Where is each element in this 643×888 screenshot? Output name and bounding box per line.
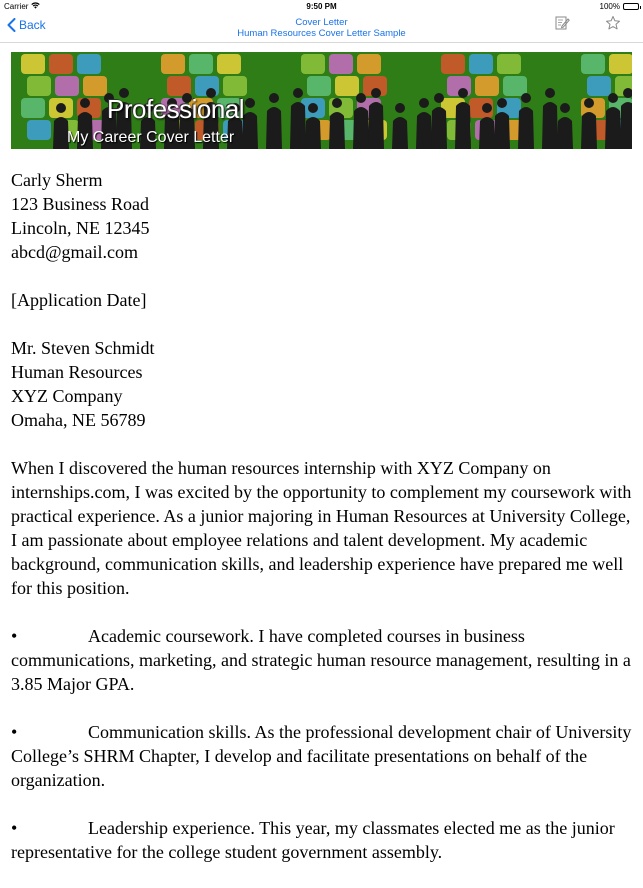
sender-street: 123 Business Road — [11, 194, 150, 214]
bullet-item — [11, 624, 636, 696]
bullet-text: Communication skills. As the professional development chair of University College’s SHRM Chapter, I develop and facilitate presentations on behalf of the organization. — [11, 722, 632, 790]
application-date: [Application Date] — [11, 290, 147, 310]
chevron-left-icon — [7, 18, 16, 32]
page-title: Cover Letter — [295, 17, 348, 28]
page-subtitle: Human Resources Cover Letter Sample — [237, 28, 406, 39]
battery-icon — [623, 3, 639, 10]
nav-title-block — [120, 17, 523, 39]
carrier-label: Carrier — [4, 2, 40, 11]
star-icon[interactable] — [605, 15, 621, 31]
bullet-item — [11, 720, 636, 792]
recipient-name: Mr. Steven Schmidt — [11, 338, 155, 358]
recipient-address — [11, 336, 636, 432]
banner-title: Professional — [107, 94, 245, 124]
recipient-company: XYZ Company — [11, 386, 123, 406]
intro-paragraph: When I discovered the human resources internship with XYZ Company on internships.com, I was excited by the opportunity to complement my coursework with practical experience. As a junior majoring in Human Resources at University College, I am passionate about employee relations and talent development. My academic background, communication skills, and leadership experience have prepared me well for this position. — [11, 458, 632, 598]
edit-note-icon[interactable] — [554, 15, 570, 31]
sender-name: Carly Sherm — [11, 170, 103, 190]
sender-city: Lincoln, NE 12345 — [11, 218, 150, 238]
nav-actions — [554, 15, 621, 31]
bullet-item — [11, 816, 636, 864]
navigation-bar — [0, 14, 643, 43]
sender-email: abcd@gmail.com — [11, 242, 139, 262]
bullet-symbol: • — [11, 818, 18, 838]
status-bar — [0, 0, 643, 14]
back-button[interactable] — [7, 18, 46, 32]
cover-letter-body — [11, 168, 636, 888]
back-label: Back — [19, 18, 46, 32]
recipient-department: Human Resources — [11, 362, 143, 382]
bullet-text: Academic coursework. I have completed courses in business communications, marketing, and strategic human resource management, resulting in a 3.85 Major GPA. — [11, 626, 631, 694]
bullet-symbol: • — [11, 722, 18, 742]
sender-address — [11, 168, 636, 264]
clock: 9:50 PM — [306, 2, 337, 11]
recipient-city: Omaha, NE 56789 — [11, 410, 146, 430]
banner-subtitle: My Career Cover Letter — [67, 129, 235, 146]
battery-percent: 100% — [599, 2, 620, 11]
header-banner — [11, 52, 632, 149]
battery-status — [600, 2, 639, 11]
bullet-text: Leadership experience. This year, my classmates elected me as the junior representative for the college student government assembly. — [11, 818, 615, 862]
bullet-symbol: • — [11, 626, 18, 646]
